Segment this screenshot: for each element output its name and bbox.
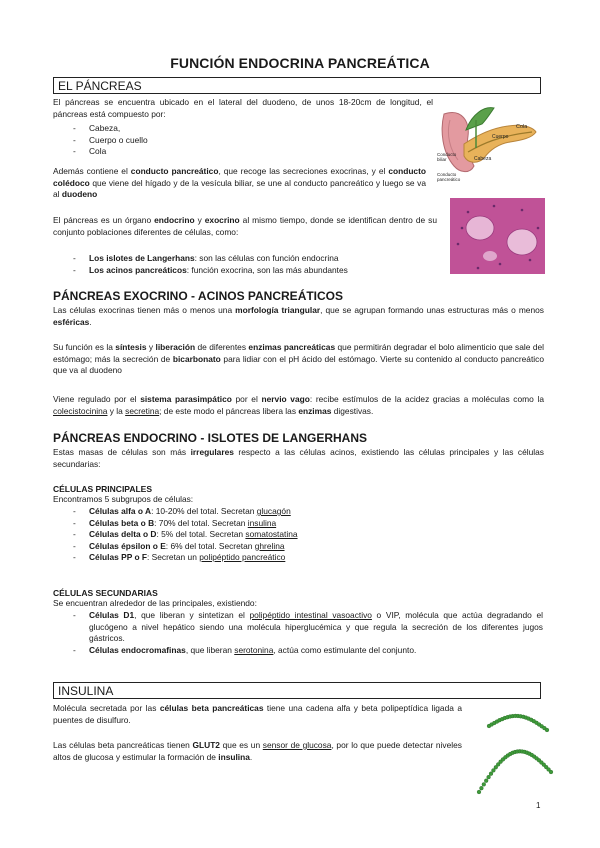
pancreas-organ-paragraph: El páncreas es un órgano endocrino y exocrino al mismo tiempo, donde se identifican dentro de su conjunto poblaciones diferentes de células, como: [53, 215, 437, 237]
exocrino-morphology-paragraph: Las células exocrinas tienen más o menos una morfología triangular, que se agrupan formando unas estructuras más o menos esféricas. [53, 305, 544, 327]
list-item: - Cabeza, [73, 123, 121, 133]
page-number: 1 [536, 801, 541, 810]
list-item: - Los islotes de Langerhans: son las células con función endocrina [73, 253, 339, 263]
figure-label-cuerpo: Cuerpo [492, 134, 509, 140]
pancreas-parts-list [73, 123, 373, 158]
pancreas-conducts-paragraph: Además contiene el conducto pancreático, que recoge las secreciones exocrinas, y el conducto colédoco que viene del hígado y de la vesícula biliar, se une al conducto pancreático y luego se va al duodeno [53, 166, 426, 199]
secundarias-list [73, 610, 543, 656]
list-item: - Cuerpo o cuello [73, 134, 148, 145]
principales-list [73, 506, 543, 564]
insulina-glut2-paragraph: Las células beta pancreáticas tienen GLUT2 que es un sensor de glucosa, por lo que puede detectar niveles altos de glucosa y estimular la formación de insulina. [53, 740, 462, 762]
list-item: - Cola [73, 146, 107, 156]
insulina-molecule-paragraph: Molécula secretada por las células beta pancreáticas tiene una cadena alfa y beta polipeptídica ligada a puentes de disulfuro. [53, 703, 462, 725]
figure-label-biliar-2: biliar [437, 157, 447, 162]
section-header-pancreas: EL PÁNCREAS [53, 77, 541, 94]
pancreas-populations-list [73, 253, 443, 276]
list-item: - Células alfa o A: 10-20% del total. Secretan glucagón [73, 506, 291, 516]
insulin-chain-image [475, 708, 555, 798]
list-item: - Células endocromafinas, que liberan serotonina, actúa como estimulante del conjunto. [73, 644, 417, 655]
endocrino-intro-paragraph: Estas masas de células son más irregulares respecto a las células acinos, existiendo las células principales y las células secundarias: [53, 447, 544, 469]
list-item: - Los acinos pancreáticos: función exocrina, son las más abundantes [73, 264, 348, 275]
pancreas-intro: El páncreas se encuentra ubicado en el lateral del duodeno, de unos 18-20cm de longitud, el páncreas está compuesto por: [53, 97, 433, 119]
list-item: - Células beta o B: 70% del total. Secretan insulina [73, 517, 277, 528]
page-title: FUNCIÓN ENDOCRINA PANCREÁTICA [170, 55, 430, 71]
exocrino-regulation-paragraph: Viene regulado por el sistema parasimpático por el nervio vago: recibe estímulos de la acidez gracias a moléculas como la colecistocinina y la secretina; de este modo el páncreas libera las enzimas digestivas. [53, 394, 544, 416]
list-item: - Células delta o D: 5% del total. Secretan somatostatina [73, 529, 298, 539]
list-item: - Células D1, que liberan y sintetizan el polipéptido intestinal vasoactivo o VIP, molécula que actúa degradando el glucógeno a nivel hepático siendo una molécula hiperglucémica y que regula la secreción de los diferentes jugos gástricos. [73, 610, 543, 643]
list-item: - Células épsilon o E: 6% del total. Secretan ghrelina [73, 540, 285, 551]
section-header-exocrino: PÁNCREAS EXOCRINO - ACINOS PANCREÁTICOS [53, 289, 344, 303]
figure-label-biliar-1: Conducto [437, 152, 457, 157]
list-item: - Células PP o F: Secretan un polipéptido pancreático [73, 552, 286, 562]
section-header-endocrino: PÁNCREAS ENDOCRINO - ISLOTES DE LANGERHANS [53, 431, 368, 445]
histology-image [450, 198, 545, 274]
figure-label-cabeza: Cabeza [474, 156, 492, 162]
figure-label-panc-1: Conducto [437, 172, 457, 177]
subheader-principales: CÉLULAS PRINCIPALES [53, 484, 153, 494]
section-header-insulina: INSULINA [53, 682, 541, 699]
figure-label-panc-2: pancreático [437, 177, 461, 182]
exocrino-function-paragraph: Su función es la síntesis y liberación de diferentes enzimas pancreáticas que permitirán degradar el bolo alimenticio que sale del estómago; más la secreción de bicarbonato para lidiar con el pH ácido del estómago. Vierte su contenido al conducto pancreático que va al duodeno [53, 342, 545, 375]
subheader-secundarias: CÉLULAS SECUNDARIAS [53, 588, 158, 598]
secundarias-intro: Se encuentran alrededor de las principales, existiendo: [53, 598, 257, 608]
pancreas-anatomy-image [436, 100, 546, 186]
figure-label-cola: Cola [516, 124, 528, 130]
principales-intro: Encontramos 5 subgrupos de células: [53, 494, 194, 504]
